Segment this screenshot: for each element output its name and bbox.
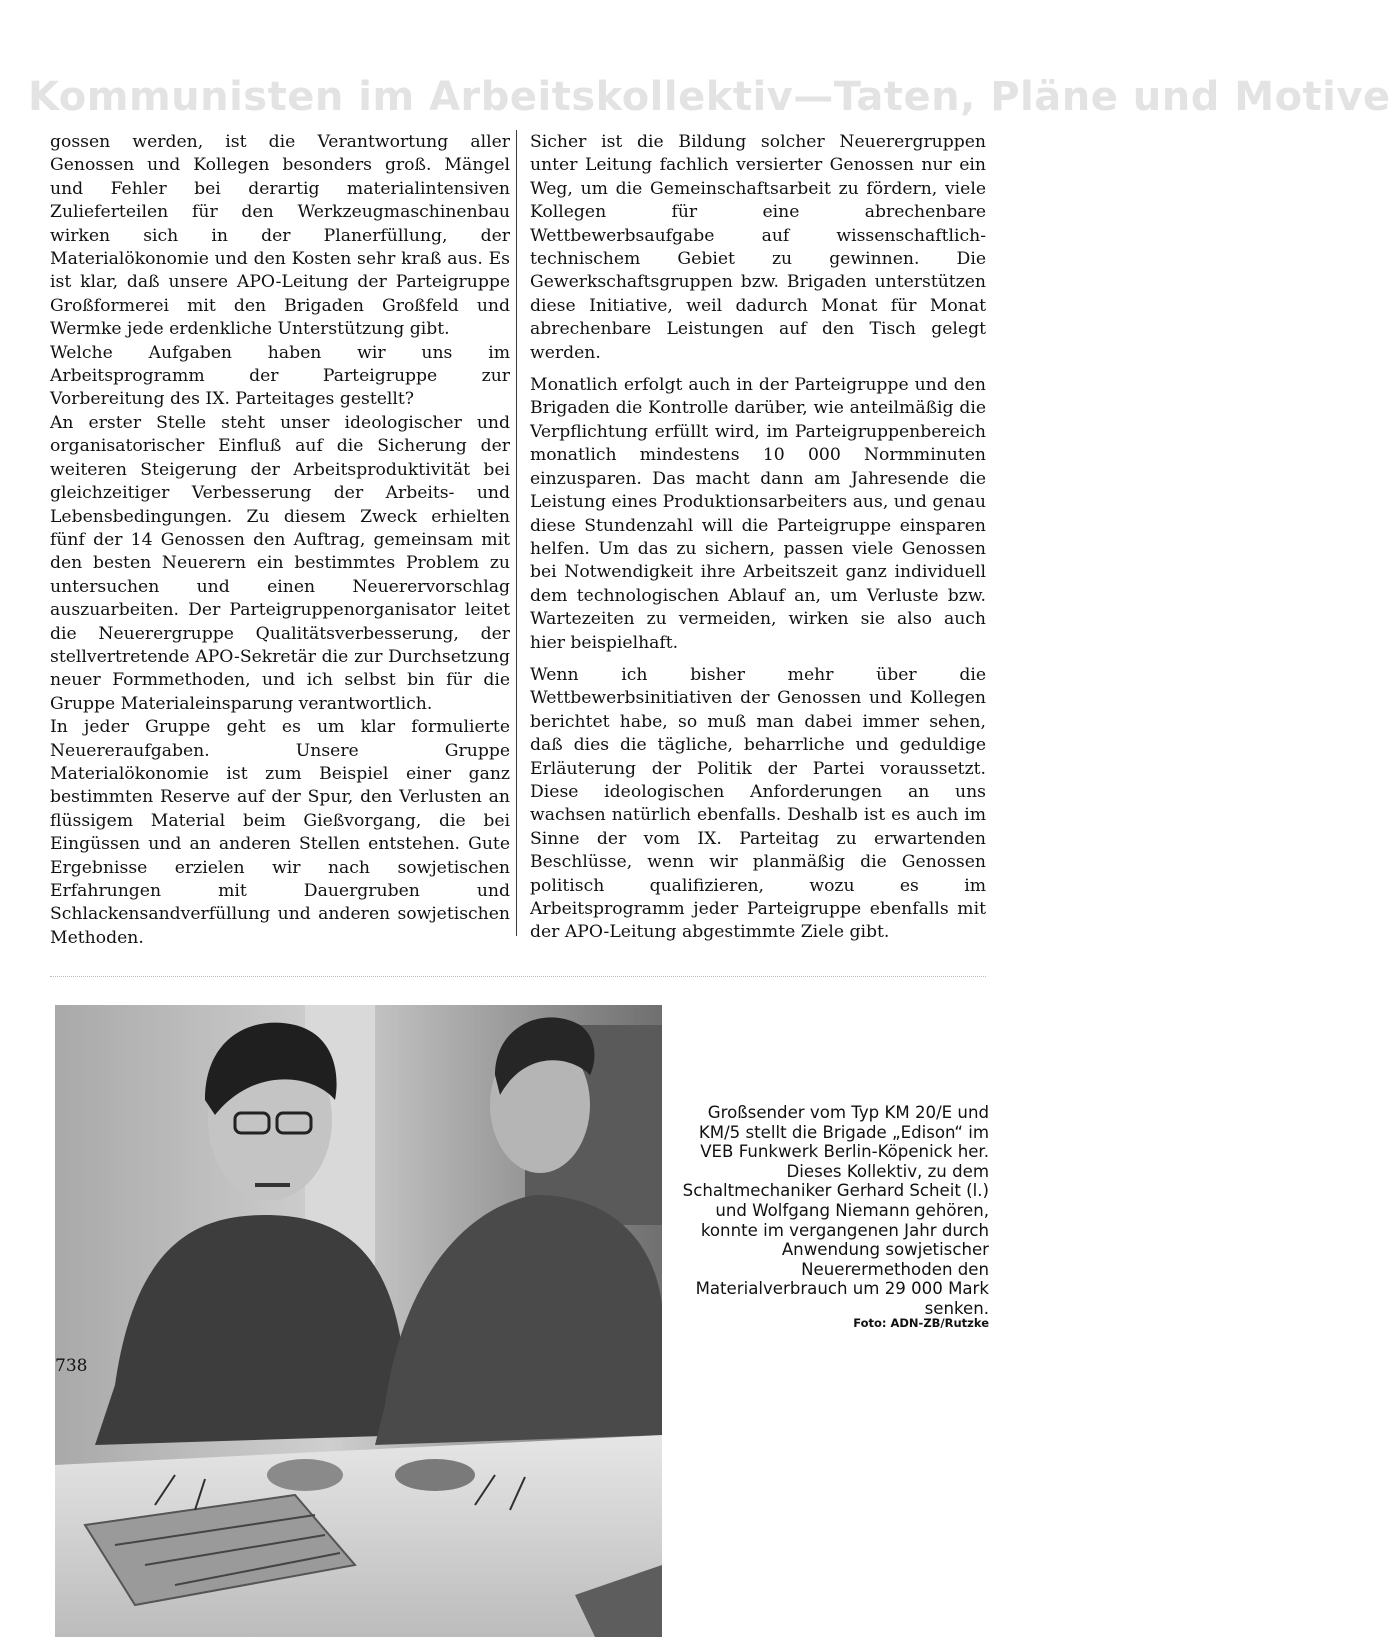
column-divider [516, 130, 517, 936]
paragraph: An erster Stelle steht unser ideologischer und organisatorischer Einfluß auf die Sicherung der weiteren Steigerung der Arbeitsproduktivität bei gleichzeitiger Verbesserung der Arbeits- und Lebensbedingungen. Zu diesem Zweck erhielten fünf der 14 Genossen den Auftrag, gemeinsam mit den besten Neuerern ein bestimmtes Problem zu untersuchen und einen Neuerervorschlag auszuarbeiten. Der Parteigruppenorganisator leitet die Neuerergruppe Qualitätsverbesserung, der stellvertretende APO-Sekretär die zur Durchsetzung neuer Formmethoden, und ich selbst bin für die Gruppe Materialeinsparung verantwortlich. [50, 412, 510, 714]
paragraph: gossen werden, ist die Verantwortung aller Genossen und Kollegen besonders groß. Mängel und Fehler bei derartig materialintensiven Zulieferteilen für den Werkzeugmaschinenbau wirken sich in der Planerfüllung, der Materialökonomie und den Kosten sehr kraß aus. Es ist klar, daß unsere APO-Leitung der Parteigruppe Großformerei mit den Brigaden Großfeld und Wermke jede erdenkliche Unterstützung gibt. [50, 132, 510, 340]
section-divider [50, 976, 986, 977]
right-column [530, 131, 986, 945]
photo-caption: Großsender vom Typ KM 20/E und KM/5 stellt die Brigade „Edison“ im VEB Funkwerk Berlin-Köpenick her. Dieses Kollektiv, zu dem Schaltmechaniker Gerhard Scheit (l.) und Wolfgang Niemann gehören, konnte im vergangenen Jahr durch Anwendung sowjetischer Neuerermethoden den Materialverbrauch um 29 000 Mark senken. [682, 1103, 989, 1318]
page-number: 738 [55, 1356, 88, 1376]
running-head: Kommunisten im Arbeitskollektiv—Taten, Pläne und Motive [28, 74, 1391, 120]
left-column [50, 131, 510, 950]
photo-illustration [55, 1005, 662, 1637]
paragraph: Monatlich erfolgt auch in der Parteigruppe und den Brigaden die Kontrolle darüber, wie anteilmäßig die Verpflichtung erfüllt wird, im Parteigruppenbereich monatlich mindestens 10 000 Normminuten einzusparen. Das macht dann am Jahresende die Leistung eines Produktionsarbeiters aus, und genau diese Stundenzahl will die Parteigruppe einsparen helfen. Um das zu sichern, passen viele Genossen bei Notwendigkeit ihre Arbeitszeit ganz individuell dem technologischen Ablauf an, um Verluste bzw. Wartezeiten zu vermeiden, wirken sie also auch hier beispielhaft. [530, 375, 986, 653]
paragraph: In jeder Gruppe geht es um klar formulierte Neuereraufgaben. Unsere Gruppe Materialökonomie ist zum Beispiel einer ganz bestimmten Reserve auf der Spur, den Verlusten an flüssigem Material beim Gießvorgang, die bei Eingüssen und an anderen Stellen entstehen. Gute Ergebnisse erzielen wir nach sowjetischen Erfahrungen mit Dauergruben und Schlackensandverfüllung und anderen sowjetischen Methoden. [50, 717, 510, 948]
paragraph: Welche Aufgaben haben wir uns im Arbeitsprogramm der Parteigruppe zur Vorbereitung des IX. Parteitages gestellt? [50, 342, 510, 410]
photo-workers-assembling-radio-transmitter [55, 1005, 662, 1637]
paragraph: Wenn ich bisher mehr über die Wettbewerbsinitiativen der Genossen und Kollegen berichtet habe, so muß man dabei immer sehen, daß dies die tägliche, beharrliche und geduldige Erläuterung der Politik der Partei voraussetzt. Diese ideologischen Anforderungen an uns wachsen natürlich ebenfalls. Deshalb ist es auch im Sinne der vom IX. Parteitag zu erwartenden Beschlüsse, wenn wir planmäßig die Genossen politisch qualifizieren, wozu es im Arbeitsprogramm jeder Parteigruppe ebenfalls mit der APO-Leitung abgestimmte Ziele gibt. [530, 664, 986, 943]
paragraph: Sicher ist die Bildung solcher Neuerergruppen unter Leitung fachlich versierter Genossen nur ein Weg, um die Gemeinschaftsarbeit zu fördern, viele Kollegen für eine abrechenbare Wettbewerbsaufgabe auf wissenschaftlich-technischem Gebiet zu gewinnen. Die Gewerkschaftsgruppen bzw. Brigaden unterstützen diese Initiative, weil dadurch Monat für Monat abrechenbare Leistungen auf den Tisch gelegt werden. [530, 132, 986, 363]
photo-credit: Foto: ADN-ZB/Rutzke [853, 1316, 989, 1330]
